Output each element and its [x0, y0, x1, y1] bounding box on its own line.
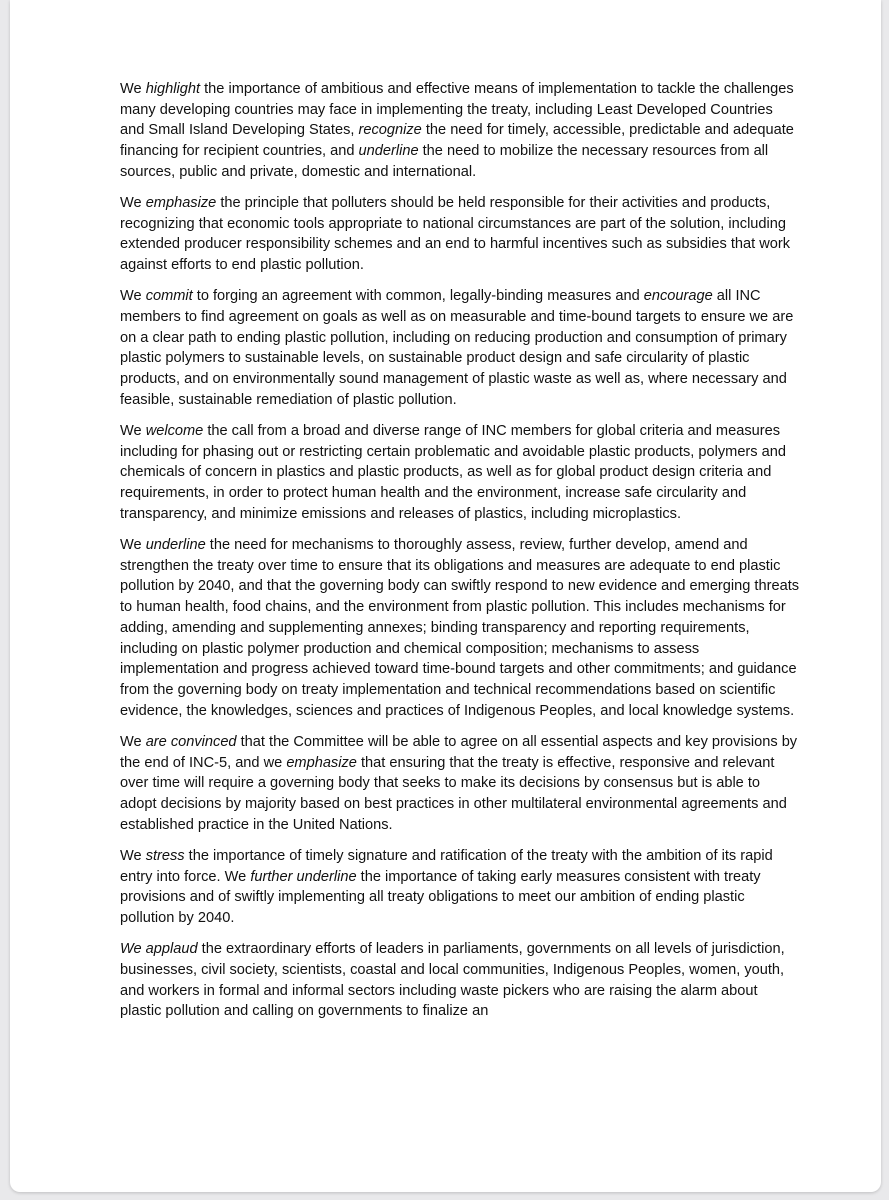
emphasized-verb: emphasize: [286, 754, 357, 771]
emphasized-verb: We applaud: [120, 941, 198, 958]
emphasized-verb: are convinced: [145, 733, 237, 750]
paragraph-text: the importance of timely signature and ratification of the treaty with the ambition of its rapid entry into force. We: [120, 847, 773, 885]
emphasized-verb: emphasize: [145, 195, 217, 212]
emphasized-verb: underline: [145, 537, 206, 554]
document-page: [10, 0, 881, 1192]
paragraph-polluter-pays: [120, 193, 800, 276]
paragraph-convinced-inc5: [120, 732, 800, 836]
emphasized-verb: underline: [358, 143, 419, 160]
emphasized-verb: encourage: [643, 288, 713, 305]
emphasized-verb: commit: [145, 288, 193, 305]
emphasized-verb: stress: [145, 847, 185, 864]
paragraph-text: the principle that polluters should be held responsible for their activities and products, recognizing that economic tools appropriate to national circumstances are part of the solution, including extended producer responsibility schemes and an end to harmful incentives such as subsidies that work against efforts to end plastic pollution.: [120, 195, 791, 274]
paragraph-text: We: [120, 847, 146, 864]
document-body: [120, 79, 800, 1033]
paragraph-text: We: [120, 288, 146, 305]
paragraph-text: the importance of taking early measures consistent with treaty provisions and of swiftly implementing all treaty obligations to meet our ambition of ending plastic pollution by 2040.: [120, 868, 761, 927]
paragraph-text: the need for mechanisms to thoroughly assess, review, further develop, amend and strengthen the treaty over time to ensure that its obligations and measures are adequate to end plastic pollution by 2040, and that the governing body can swiftly respond to new evidence and emerging threats to human health, food chains, and the environment from plastic pollution. This includes mechanisms for adding, amending and supplementing annexes; binding transparency and reporting requirements, including on plastic polymer production and chemical composition; mechanisms to assess implementation and progress achieved toward time-bound targets and other commitments; and guidance from the governing body on treaty implementation and technical recommendations based on scientific evidence, the knowledges, sciences and practices of Indigenous Peoples, and local knowledge systems.: [120, 537, 800, 719]
paragraph-text: the importance of ambitious and effective means of implementation to tackle the challenges many developing countries may face in implementing the treaty, including Least Developed Countries and Small Island Developing States,: [120, 81, 794, 139]
paragraph-text: to forging an agreement with common, legally-binding measures and: [192, 288, 644, 305]
paragraph-text: that ensuring that the treaty is effective, responsive and relevant over time will require a governing body that seeks to make its decisions by consensus but is able to adopt decisions by majority based on best practices in other multilateral environmental agreements and established practice in the United Nations.: [120, 754, 787, 833]
paragraph-text: We: [120, 733, 146, 750]
paragraph-text: We: [120, 423, 146, 440]
paragraph-text: the need for timely, accessible, predictable and adequate financing for recipient countries, and: [120, 122, 794, 160]
paragraph-text: the extraordinary efforts of leaders in parliaments, governments on all levels of jurisdiction, businesses, civil society, scientists, coastal and local communities, Indigenous Peoples, women, youth, and workers in formal and informal sectors including waste pickers who are raising the alarm about plastic pollution and calling on governments to finalize an: [120, 941, 785, 1020]
paragraph-text: We: [120, 81, 146, 97]
emphasized-verb: recognize: [358, 122, 422, 139]
paragraph-ratification: [120, 846, 800, 929]
paragraph-text: We: [120, 537, 146, 554]
paragraph-commit-agreement: [120, 286, 800, 410]
emphasized-verb: highlight: [145, 81, 201, 97]
emphasized-verb: further underline: [250, 868, 357, 885]
paragraph-text: the call from a broad and diverse range of INC members for global criteria and measures including for phasing out or restricting certain problematic and avoidable plastic products, polymers and chemicals of concern in plastics and plastic products, as well as for global product design criteria and requirements, in order to protect human health and the environment, increase safe circularity and transparency, and minimize emissions and releases of plastics, including microplastics.: [120, 423, 786, 522]
paragraph-means-of-implementation: [120, 79, 800, 183]
paragraph-global-criteria: [120, 421, 800, 525]
paragraph-text: that the Committee will be able to agree on all essential aspects and key provisions by the end of INC-5, and we: [120, 733, 798, 771]
paragraph-text: the need to mobilize the necessary resources from all sources, public and private, domestic and international.: [120, 143, 769, 180]
paragraph-applaud: [120, 939, 800, 1022]
paragraph-text: all INC members to find agreement on goals as well as on measurable and time-bound targets to ensure we are on a clear path to ending plastic pollution, including on reducing production and consumption of primary plastic polymers to sustainable levels, on sustainable product design and safe circularity of plastic products, and on environmentally sound management of plastic waste as well as, where necessary and feasible, sustainable remediation of plastic pollution.: [120, 288, 794, 408]
paragraph-text: We: [120, 195, 146, 212]
emphasized-verb: welcome: [145, 423, 204, 440]
paragraph-mechanisms: [120, 535, 800, 721]
